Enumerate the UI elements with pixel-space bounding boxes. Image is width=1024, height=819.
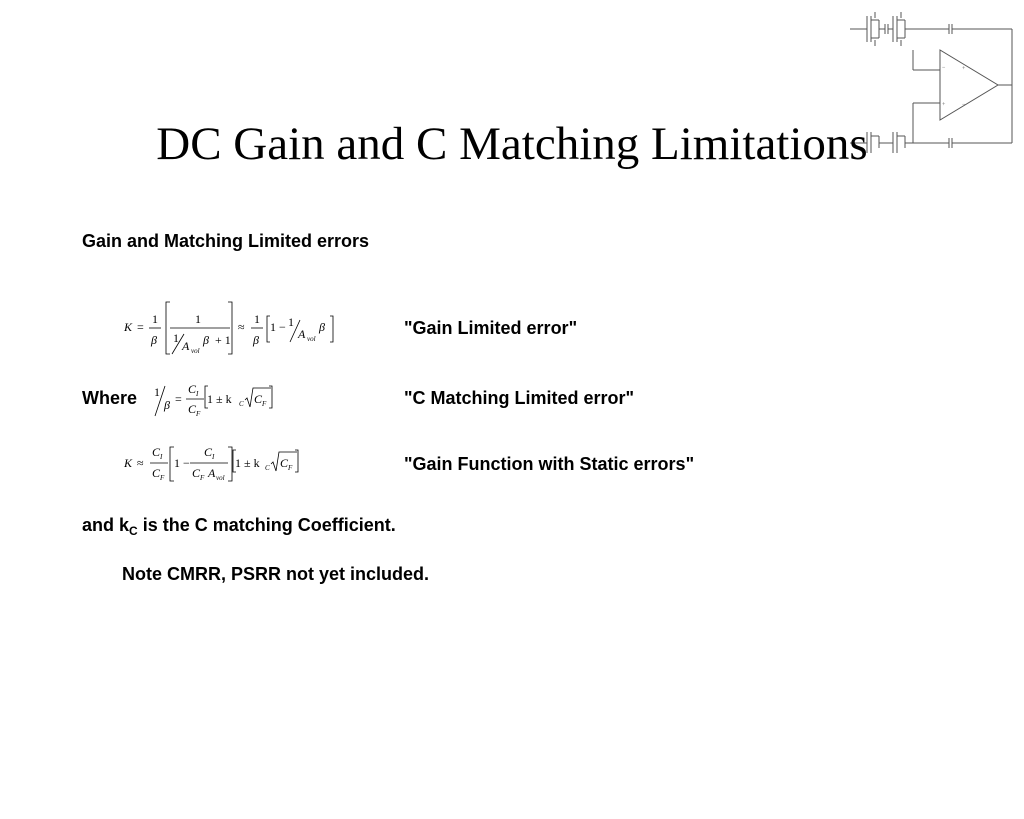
svg-text:1 ± k: 1 ± k	[207, 392, 232, 406]
svg-text:vol: vol	[191, 347, 200, 355]
svg-text:A: A	[298, 327, 306, 341]
svg-text:≈: ≈	[137, 456, 144, 470]
gain-function-equation	[120, 443, 310, 485]
coefficient-text-suffix: is the C matching Coefficient.	[137, 515, 396, 535]
section-heading: Gain and Matching Limited errors	[82, 231, 370, 251]
svg-text:β: β	[164, 398, 170, 412]
svg-text:C: C	[265, 464, 270, 472]
svg-text:1: 1	[173, 331, 179, 345]
svg-text:F: F	[288, 464, 293, 472]
svg-text:1 −: 1 −	[270, 320, 286, 334]
svg-text:K: K	[124, 320, 133, 334]
svg-text:F: F	[200, 474, 205, 482]
svg-text:=: =	[175, 392, 182, 406]
gain-limited-equation	[120, 298, 340, 358]
svg-text:β: β	[319, 320, 325, 334]
svg-text:≈: ≈	[238, 320, 245, 334]
coefficient-text-subscript: C	[129, 524, 138, 538]
svg-text:A: A	[208, 466, 216, 480]
svg-text:−: −	[962, 102, 966, 108]
svg-text:C: C	[192, 466, 201, 480]
svg-text:β: β	[151, 333, 157, 347]
svg-text:1 ± k: 1 ± k	[235, 456, 260, 470]
note-text: Note CMRR, PSRR not yet included.	[122, 564, 430, 584]
svg-text:C: C	[152, 466, 161, 480]
gain-function-label: "Gain Function with Static errors"	[404, 454, 695, 474]
svg-text:β: β	[203, 333, 209, 347]
svg-text:1: 1	[154, 385, 160, 399]
svg-text:C: C	[188, 402, 197, 416]
svg-text:1: 1	[254, 312, 260, 326]
svg-text:1: 1	[288, 315, 294, 329]
svg-text:C: C	[204, 445, 213, 459]
svg-text:+: +	[962, 66, 966, 72]
svg-text:I: I	[212, 453, 215, 461]
beta-definition-equation	[150, 378, 280, 420]
svg-text:F: F	[196, 410, 201, 418]
svg-text:vol: vol	[216, 474, 225, 482]
svg-text:I: I	[160, 453, 163, 461]
svg-text:β: β	[253, 333, 259, 347]
where-label: Where	[82, 388, 138, 408]
svg-text:C: C	[254, 392, 263, 406]
c-matching-label: "C Matching Limited error"	[404, 388, 635, 408]
svg-text:C: C	[239, 400, 244, 408]
svg-text:C: C	[280, 456, 289, 470]
svg-text:C: C	[152, 445, 161, 459]
svg-text:K: K	[124, 456, 133, 470]
svg-text:1: 1	[152, 312, 158, 326]
svg-text:=: =	[137, 320, 144, 334]
slide-title: DC Gain and C Matching Limitations	[156, 118, 868, 170]
svg-text:1 −: 1 −	[174, 456, 190, 470]
svg-text:C: C	[188, 382, 197, 396]
svg-text:F: F	[262, 400, 267, 408]
coefficient-text-prefix: and k	[82, 515, 130, 535]
gain-limited-label: "Gain Limited error"	[404, 318, 578, 338]
svg-text:vol: vol	[307, 335, 316, 343]
svg-text:−: −	[942, 65, 946, 71]
svg-text:A: A	[182, 339, 190, 353]
svg-text:F: F	[160, 474, 165, 482]
svg-text:1: 1	[195, 312, 201, 326]
svg-text:I: I	[196, 390, 199, 398]
svg-text:+: +	[942, 102, 946, 108]
coefficient-text	[82, 514, 396, 538]
svg-text:+ 1: + 1	[215, 333, 231, 347]
